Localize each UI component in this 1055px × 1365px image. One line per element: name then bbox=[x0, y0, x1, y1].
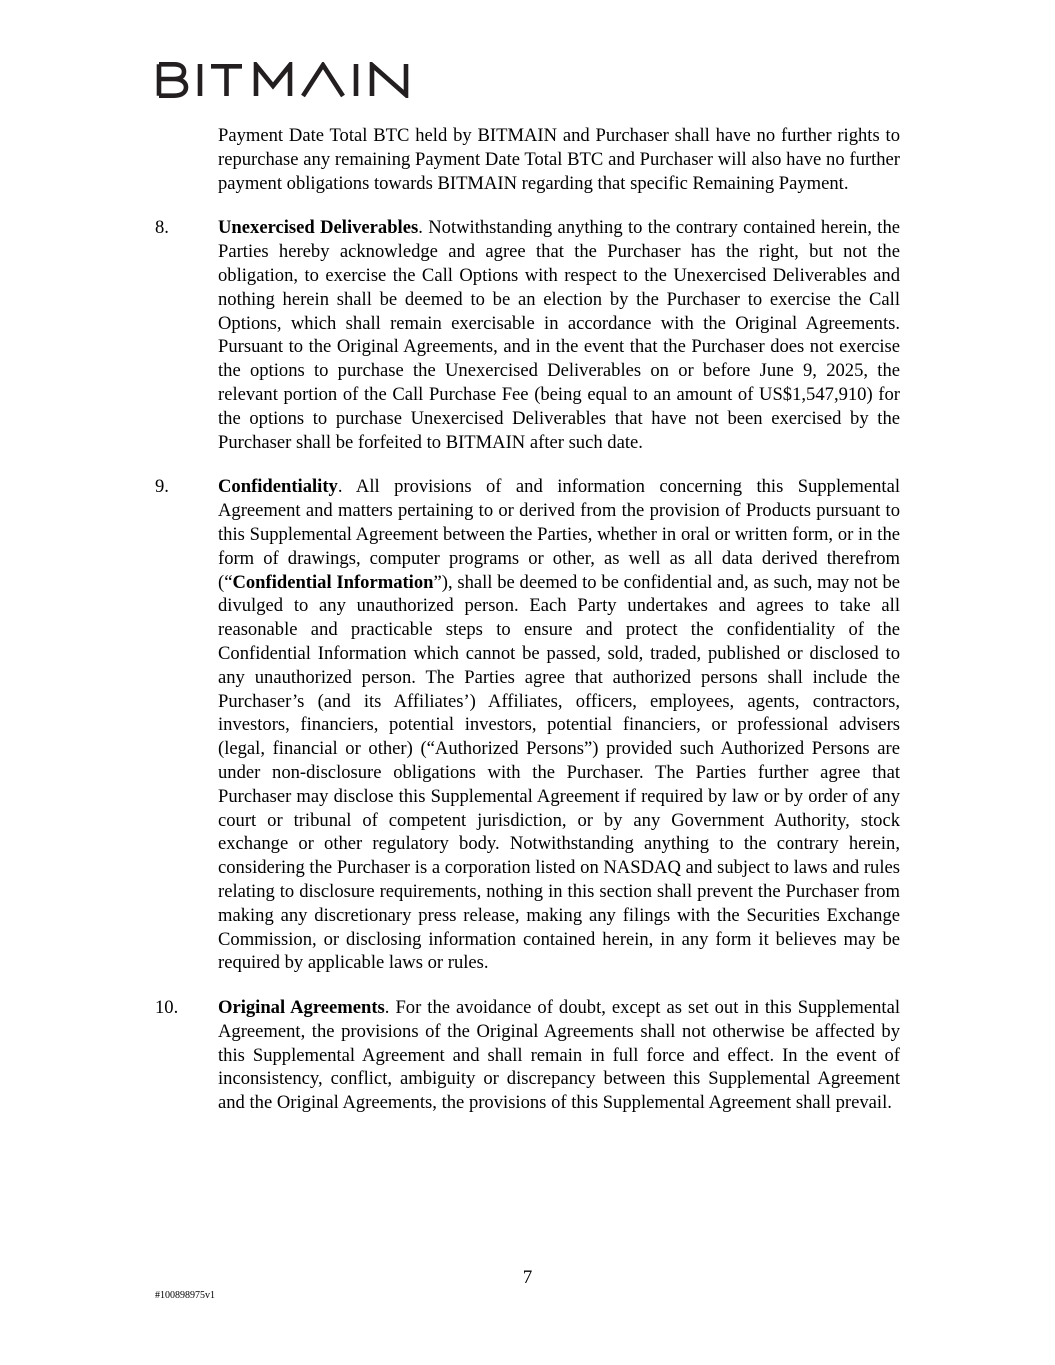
clause-8-body: . Notwithstanding anything to the contrary contained herein, the Parties hereby acknowledge and agree that the Purchaser has the right, but not the obligation, to exercise the Call Options with respect to the Unexercised Deliverables and nothing herein shall be deemed to be an election by the Purchaser to exercise the Call Options, which shall remain exercisable in accordance with the Original Agreements. Pursuant to the Original Agreements, and in the event that the Purchaser does not exercise the options to purchase the Unexercised Deliverables on or before June 9, 2025, the relevant portion of the Call Purchase Fee (being equal to an amount of US$1,547,910) for the options to purchase Unexercised Deliverables that have not been exercised by the Purchaser shall be forfeited to BITMAIN after such date. bbox=[218, 217, 900, 453]
clause-9 bbox=[155, 475, 900, 975]
bitmain-logo bbox=[156, 62, 414, 98]
clause-8-heading: Unexercised Deliverables bbox=[218, 217, 419, 239]
clause-10-body: . For the avoidance of doubt, except as set out in this Supplemental Agreement, the provisions of the Original Agreements shall not otherwise be affected by this Supplemental Agreement and shall remain in full force and effect. In the event of inconsistency, conflict, ambiguity or discrepancy between this Supplemental Agreement and the Original Agreements, the provisions of this Supplemental Agreement shall prevail. bbox=[218, 997, 900, 1114]
continuation-paragraph: Payment Date Total BTC held by BITMAIN and Purchaser shall have no further rights to repurchase any remaining Payment Date Total BTC and Purchaser will also have no further payment obligations towards BITMAIN regarding that specific Remaining Payment. bbox=[218, 125, 900, 194]
clause-10 bbox=[155, 996, 900, 1115]
clause-9-body-part2: ”), shall be deemed to be confidential and, as such, may not be divulged to any unauthorized person. Each Party undertakes and agrees to take all reasonable and practicable steps to ensure and protect the confidentiality of the Confidential Information which cannot be passed, sold, traded, published or disclosed to any unauthorized person. The Parties agree that authorized persons shall include the Purchaser’s (and its Affiliates’) Affiliates, officers, employees, agents, contractors, investors, financiers, potential investors, potential financiers, or professional advisers (legal, financial or other) (“Authorized Persons”) provided such Authorized Persons are under non-disclosure obligations with the Purchaser. The Parties further agree that Purchaser may disclose this Supplemental Agreement if required by law or by order of any court or tribunal of competent jurisdiction, or by any Government Authority, stock exchange or other regulatory body. Notwithstanding anything to the contrary herein, considering the Purchaser is a corporation listed on NASDAQ and subject to laws and rules relating to disclosure requirements, nothing in this section shall prevent the Purchaser from making any discretionary press release, making any filings with the Securities Exchange Commission, or disclosing information contained herein, in any form it believes may be required by applicable laws or rules. bbox=[218, 571, 900, 974]
clause-8 bbox=[155, 216, 900, 454]
clause-10-heading: Original Agreements bbox=[218, 997, 385, 1019]
clause-9-number: 9. bbox=[155, 476, 169, 498]
clause-8-number: 8. bbox=[155, 217, 169, 239]
clause-9-heading: Confidentiality bbox=[218, 476, 338, 498]
clause-9-text bbox=[218, 475, 900, 975]
clause-8-text bbox=[218, 216, 900, 454]
document-body bbox=[155, 124, 900, 1115]
clause-10-text bbox=[218, 996, 900, 1115]
bitmain-logo-mark bbox=[156, 62, 414, 98]
document-id: #100898975v1 bbox=[155, 1290, 215, 1301]
page-number: 7 bbox=[522, 1267, 533, 1288]
clause-9-defined-term: Confidential Information bbox=[232, 571, 434, 593]
clause-9-body-part1: . All provisions of and information concerning this Supplemental Agreement and matters pertaining to or derived from the provision of Products pursuant to this Supplemental Agreement between the Parties, whether in oral or written form, or in the form of drawings, computer programs or other, as well as all data derived therefrom (“ bbox=[218, 476, 900, 593]
clause-10-number: 10. bbox=[155, 997, 179, 1019]
